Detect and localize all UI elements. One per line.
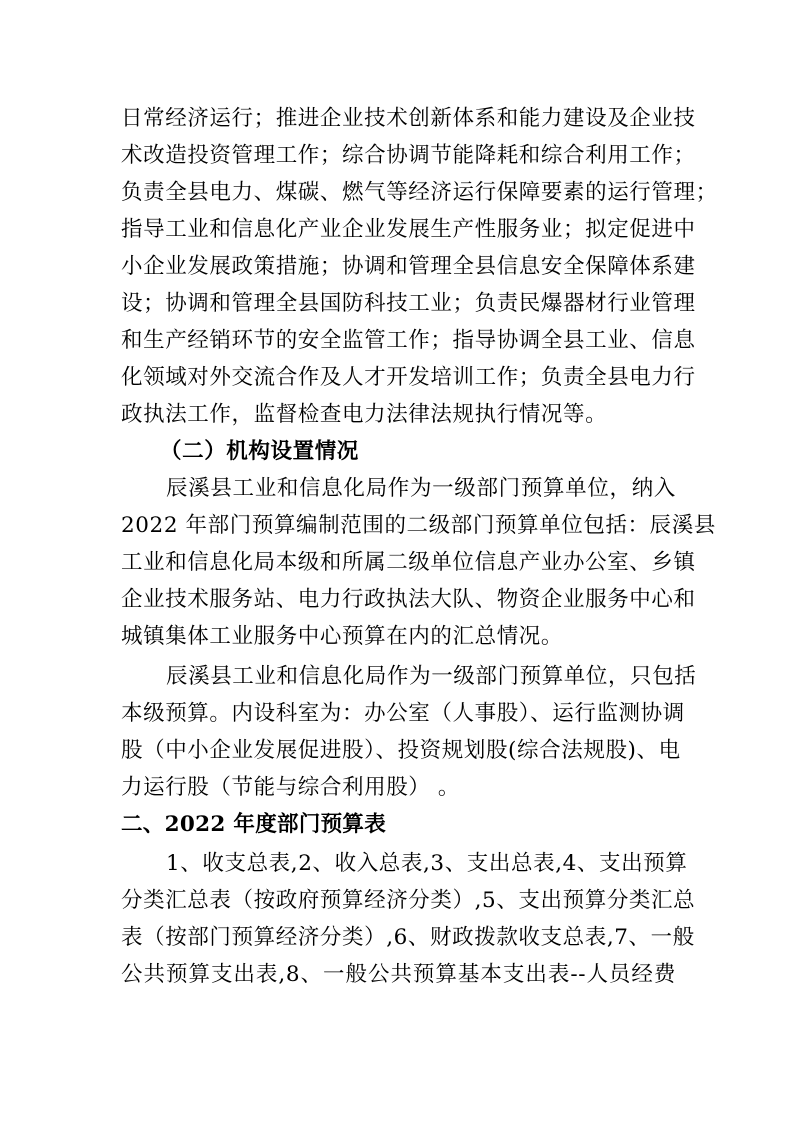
paragraph-line: 政执法工作，监督检查电力法律法规执行情况等。 xyxy=(121,402,608,427)
paragraph-line: 企业技术服务站、电力行政执法大队、物资企业服务中心和 xyxy=(121,587,696,612)
paragraph-line: 化领域对外交流合作及人才开发培训工作；负责全县电力行 xyxy=(121,365,696,390)
paragraph-line: 术改造投资管理工作；综合协调节能降耗和综合利用工作； xyxy=(121,143,696,168)
paragraph-line: 表（按部门预算经济分类）,6、财政拨款收支总表,7、一般 xyxy=(121,925,695,950)
paragraph-line: 日常经济运行；推进企业技术创新体系和能力建设及企业技 xyxy=(121,106,696,131)
paragraph-line: 和生产经销环节的安全监管工作；指导协调全县工业、信息 xyxy=(121,328,696,353)
paragraph-line: 辰溪县工业和信息化局作为一级部门预算单位，纳入 xyxy=(166,476,676,501)
paragraph-line: 本级预算。内设科室为：办公室（人事股）、运行监测协调 xyxy=(121,701,685,726)
paragraph-line: 辰溪县工业和信息化局作为一级部门预算单位，只包括 xyxy=(166,664,697,689)
paragraph-line: 股（中小企业发展促进股）、投资规划股(综合法规股)、电 xyxy=(121,738,681,763)
paragraph-line: 小企业发展政策措施；协调和管理全县信息安全保障体系建 xyxy=(121,254,696,279)
paragraph-line: 分类汇总表（按政府预算经济分类）,5、支出预算分类汇总 xyxy=(121,888,696,913)
paragraph-line: 力运行股（节能与综合利用股） 。 xyxy=(121,775,460,800)
paragraph-line: 2022 年部门预算编制范围的二级部门预算单位包括：辰溪县 xyxy=(121,513,716,538)
paragraph-line: 负责全县电力、煤碳、燃气等经济运行保障要素的运行管理； xyxy=(121,180,718,205)
paragraph-line: 设；协调和管理全县国防科技工业；负责民爆器材行业管理 xyxy=(121,291,696,316)
paragraph-line: 1、收支总表,2、收入总表,3、支出总表,4、支出预算 xyxy=(166,851,688,876)
section-heading: 二、2022 年度部门预算表 xyxy=(121,812,387,837)
paragraph-line: 公共预算支出表,8、一般公共预算基本支出表--人员经费 xyxy=(121,962,676,987)
paragraph-line: 指导工业和信息化产业企业发展生产性服务业；拟定促进中 xyxy=(121,217,696,242)
paragraph-line: 工业和信息化局本级和所属二级单位信息产业办公室、乡镇 xyxy=(121,550,696,575)
paragraph-line: 城镇集体工业服务中心预算在内的汇总情况。 xyxy=(121,624,564,649)
subsection-heading: （二）机构设置情况 xyxy=(160,439,359,464)
